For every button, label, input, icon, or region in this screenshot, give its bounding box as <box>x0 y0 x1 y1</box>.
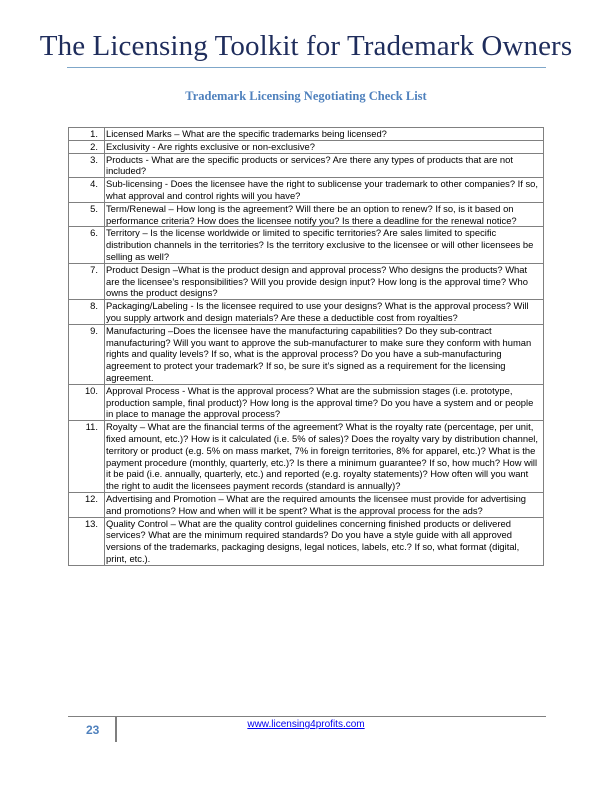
checklist-item-number: 1. <box>69 128 105 141</box>
checklist-row <box>69 300 544 325</box>
checklist-row <box>69 202 544 227</box>
checklist-item-text: Exclusivity - Are rights exclusive or non-exclusive? <box>105 140 544 153</box>
checklist-item-number: 8. <box>69 300 105 325</box>
checklist-item-text: Packaging/Labeling - Is the licensee required to use your designs? What is the approval process? Will you supply artwork and design materials? Are these a deductible cost from royalties? <box>105 300 544 325</box>
checklist-item-text: Product Design –What is the product design and approval process? Who designs the products? What are the licensee’s responsibilities? Will you provide design input? How long is the approval time? Who owns the product designs? <box>105 263 544 299</box>
checklist-item-number: 6. <box>69 227 105 263</box>
checklist-row <box>69 324 544 384</box>
checklist-row <box>69 263 544 299</box>
checklist-item-text: Products - What are the specific products or services? Are there any types of products that are not included? <box>105 153 544 178</box>
checklist-item-number: 5. <box>69 202 105 227</box>
checklist-row <box>69 140 544 153</box>
checklist-item-number: 12. <box>69 492 105 517</box>
checklist-row <box>69 128 544 141</box>
checklist-item-number: 2. <box>69 140 105 153</box>
title-divider <box>67 67 546 68</box>
checklist-item-text: Licensed Marks – What are the specific trademarks being licensed? <box>105 128 544 141</box>
checklist-row <box>69 227 544 263</box>
checklist-item-number: 11. <box>69 421 105 493</box>
checklist-item-number: 7. <box>69 263 105 299</box>
website-link[interactable]: www.licensing4profits.com <box>247 719 365 730</box>
checklist-item-text: Manufacturing –Does the licensee have the manufacturing capabilities? Do they sub-contract manufacturing? Will you want to approve the sub-manufacturer to make sure they conform with human rights and quality levels? If so, what is the approval process? Do you have a sub-manufacturing agreement to protect your trademark? If so, be sure it’s signed as a requirement for the licensing agreement. <box>105 324 544 384</box>
checklist-row <box>69 421 544 493</box>
checklist-item-number: 3. <box>69 153 105 178</box>
checklist-row <box>69 153 544 178</box>
checklist-item-number: 4. <box>69 178 105 203</box>
checklist-table <box>68 127 544 566</box>
checklist-item-text: Royalty – What are the financial terms of the agreement? What is the royalty rate (percentage, per unit, fixed amount, etc.)? How is it calculated (i.e. 5% of sales)? Does the royalty vary by distribution channel, territory or product (e.g. 5% on mass market, 7% in foreign territories, 8% for apparel, etc.)? What is the payment procedure (monthly, quarterly, etc.)? Is there a minimum guarantee? If so, how much? How will it be paid (i.e. annually, quarterly, etc.) and reported (e.g. royalty statements)? How often will you want the right to audit the licensees payment records (standard is annually)? <box>105 421 544 493</box>
checklist-item-text: Approval Process - What is the approval process? What are the submission stages (i.e. prototype, production sample, final product)? How long is the approval time? Do you have a system and or people in place to manage the approval process? <box>105 384 544 420</box>
checklist-heading: Trademark Licensing Negotiating Check List <box>185 89 427 103</box>
document-title: The Licensing Toolkit for Trademark Owners <box>39 30 573 62</box>
page-number: 23 <box>86 723 100 737</box>
checklist-item-text: Quality Control – What are the quality control guidelines concerning finished products or delivered services? What are the minimum required standards? Do you have a style guide with all approved versions of the trademarks, packaging designs, legal notices, labels, etc.? If so, what format (digital, print, etc.). <box>105 517 544 565</box>
checklist-row <box>69 492 544 517</box>
checklist-item-number: 13. <box>69 517 105 565</box>
checklist-row <box>69 384 544 420</box>
checklist-item-text: Sub-licensing - Does the licensee have the right to sublicense your trademark to other companies? If so, what approval and control rights will you have? <box>105 178 544 203</box>
checklist-row <box>69 517 544 565</box>
checklist-item-text: Territory – Is the license worldwide or limited to specific territories? Are sales limited to specific distribution channels in the territories? Is the territory exclusive to the licensee or will other licensees be selling as well? <box>105 227 544 263</box>
checklist-item-text: Advertising and Promotion – What are the required amounts the licensee must provide for advertising and promotions? How and when will it be spent? What is the approval process for the ads? <box>105 492 544 517</box>
checklist-item-number: 9. <box>69 324 105 384</box>
checklist-row <box>69 178 544 203</box>
footer-divider <box>68 716 546 717</box>
checklist-item-number: 10. <box>69 384 105 420</box>
checklist-item-text: Term/Renewal – How long is the agreement? Will there be an option to renew? If so, is it based on performance criteria? How does the licensee notify you? Is there a deadline for the renewal notice? <box>105 202 544 227</box>
